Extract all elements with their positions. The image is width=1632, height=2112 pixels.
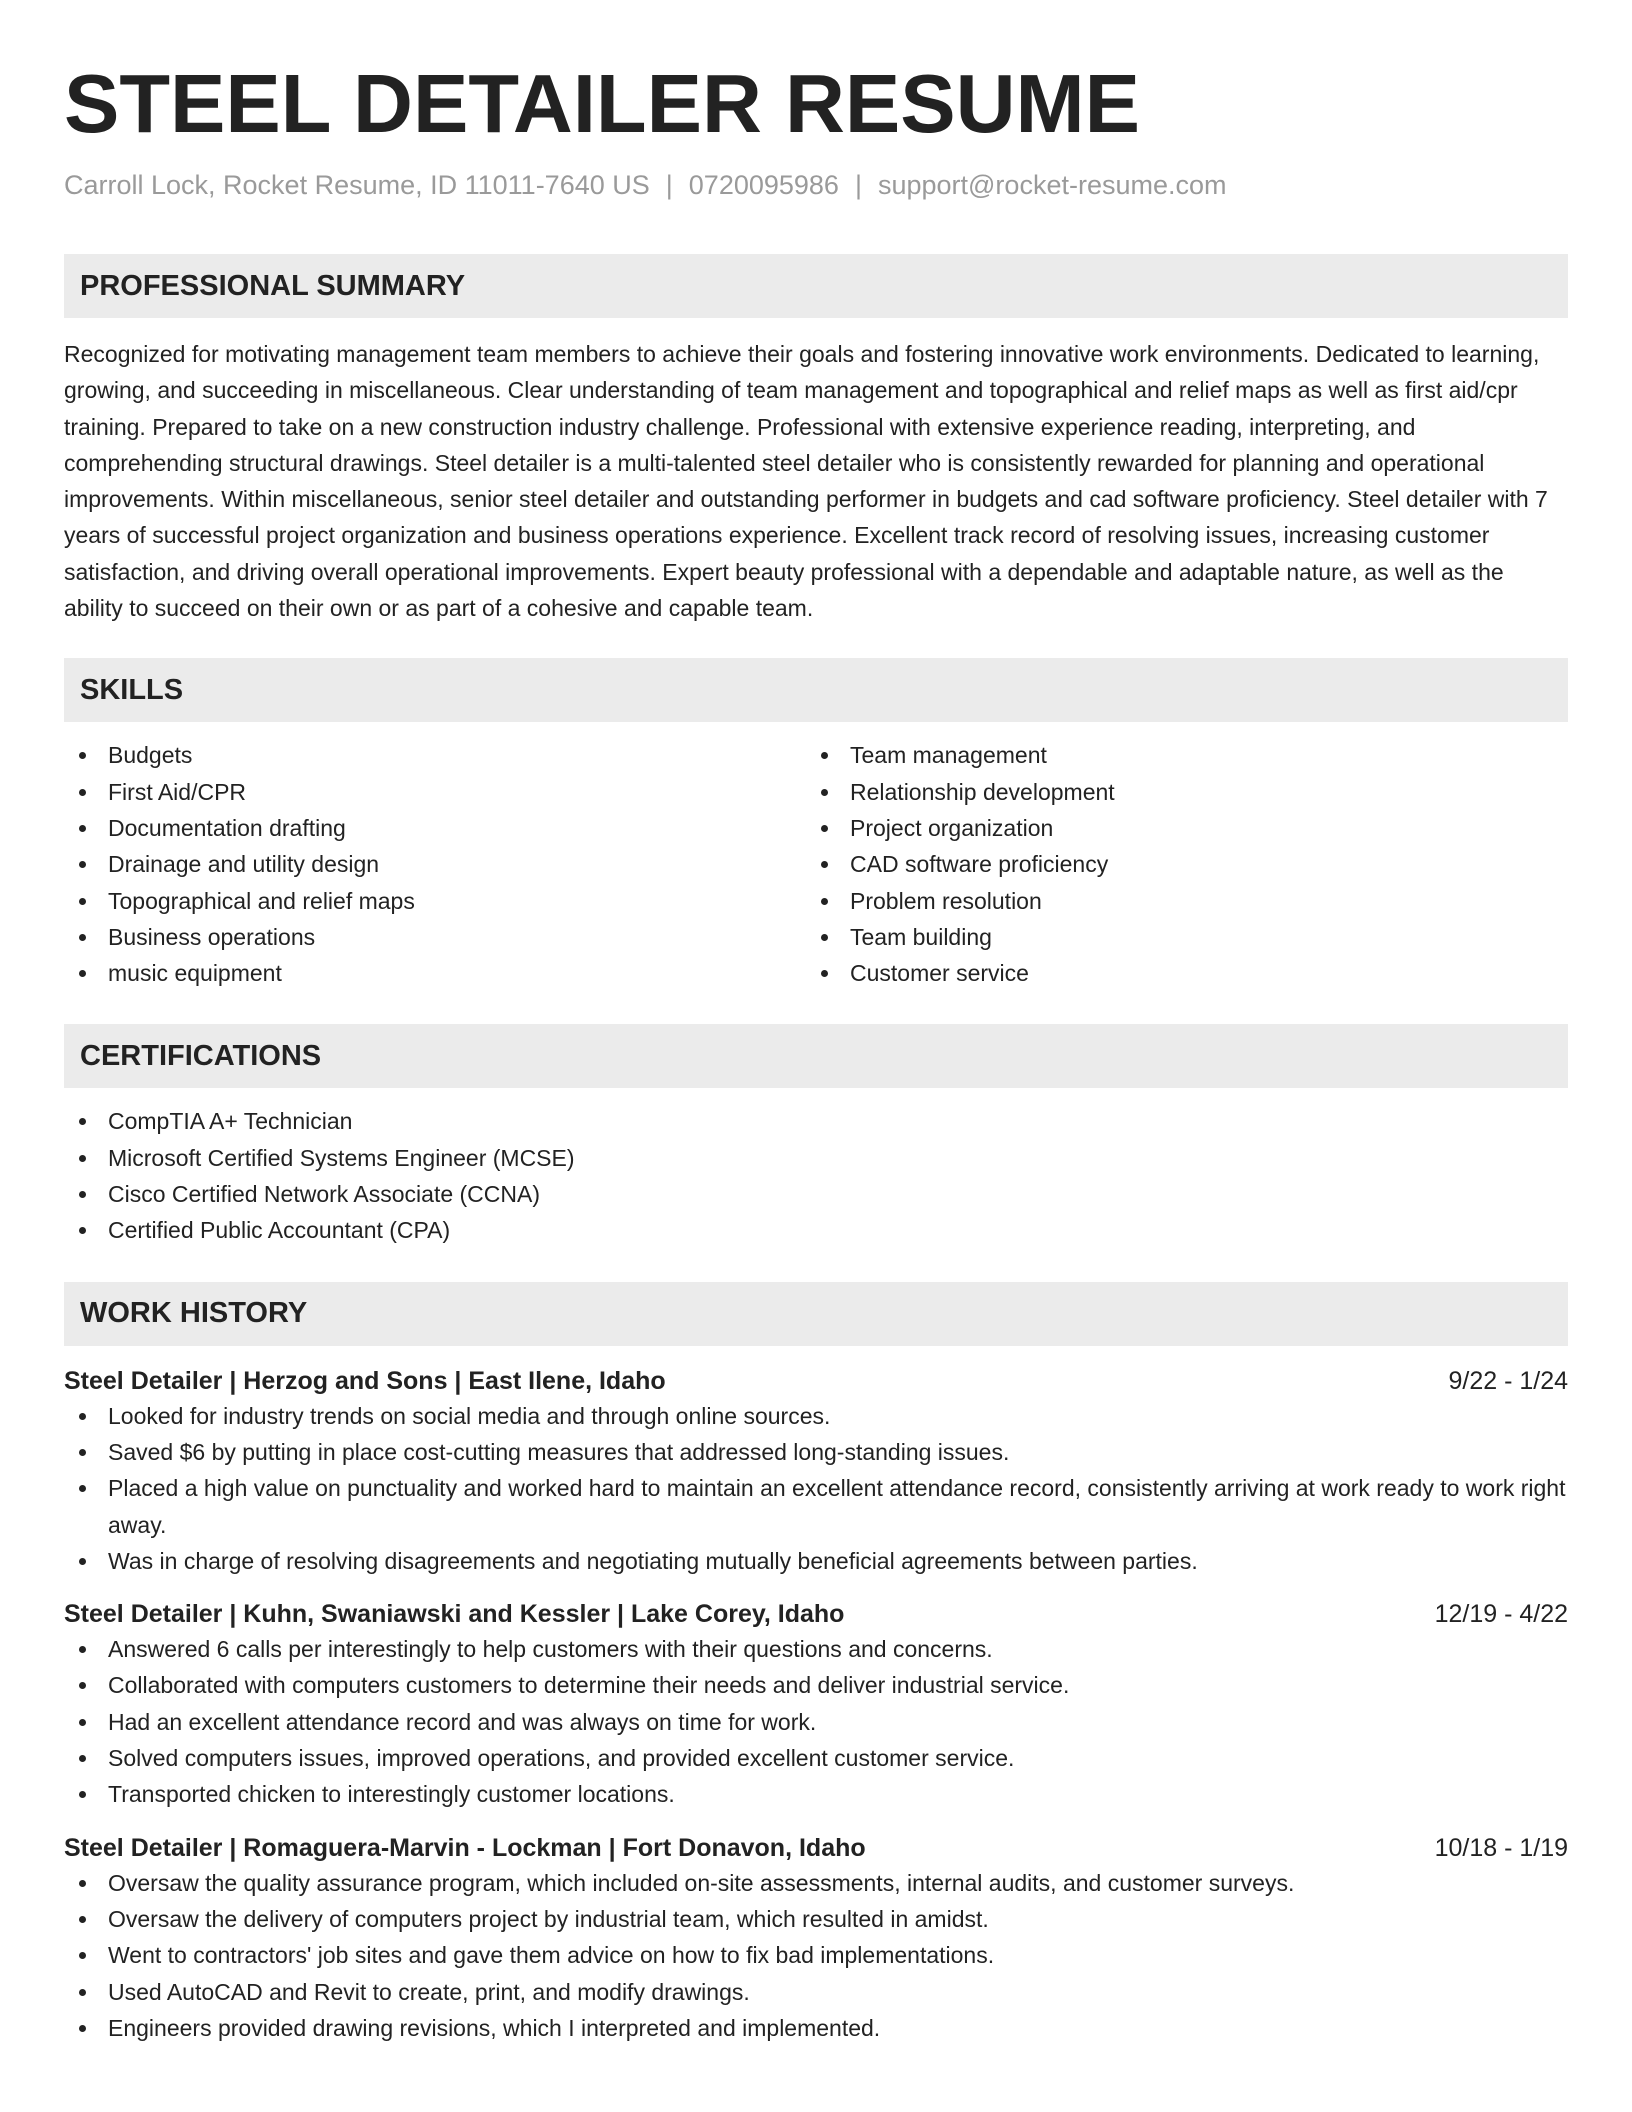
skill-item: Business operations (64, 919, 806, 955)
job-entry (64, 1597, 1568, 1812)
job-dates: 10/18 - 1/19 (1434, 1833, 1568, 1862)
section-header-certifications: CERTIFICATIONS (64, 1024, 1568, 1088)
resume-page (64, 0, 1568, 2046)
job-bullet: Collaborated with computers customers to determine their needs and deliver industrial service. (64, 1667, 1568, 1703)
skill-item: Team management (806, 737, 1548, 773)
contact-address: Carroll Lock, Rocket Resume, ID 11011-7640 US (64, 170, 650, 200)
job-entry (64, 1831, 1568, 2046)
contact-separator: | (854, 170, 862, 200)
contact-line (64, 168, 1568, 202)
skill-item: Topographical and relief maps (64, 883, 806, 919)
job-bullets (64, 1631, 1568, 1812)
job-bullets (64, 1865, 1568, 2046)
job-title: Steel Detailer | Kuhn, Swaniawski and Kessler | Lake Corey, Idaho (64, 1600, 845, 1629)
skills-grid (64, 737, 1568, 991)
certification-item: Certified Public Accountant (CPA) (64, 1212, 1568, 1248)
job-bullet: Transported chicken to interestingly customer locations. (64, 1776, 1568, 1812)
job-bullet: Answered 6 calls per interestingly to help customers with their questions and concerns. (64, 1631, 1568, 1667)
contact-separator: | (665, 170, 673, 200)
skill-item: music equipment (64, 955, 806, 991)
skill-item: Team building (806, 919, 1548, 955)
skill-item: Relationship development (806, 774, 1548, 810)
certification-item: Cisco Certified Network Associate (CCNA) (64, 1176, 1568, 1212)
contact-phone: 0720095986 (688, 170, 839, 200)
job-header (64, 1831, 1568, 1865)
job-bullet: Engineers provided drawing revisions, which I interpreted and implemented. (64, 2010, 1568, 2046)
job-bullet: Used AutoCAD and Revit to create, print, and modify drawings. (64, 1974, 1568, 2010)
section-header-summary: PROFESSIONAL SUMMARY (64, 254, 1568, 318)
job-entry (64, 1364, 1568, 1579)
summary-text: Recognized for motivating management team members to achieve their goals and fostering innovative work environments. Dedicated to learning, growing, and succeeding in miscellaneous. Clear understanding of team management and topographical and relief maps as well as first aid/cpr training. Prepared to take on a new construction industry challenge. Professional with extensive experience reading, interpreting, and comprehending structural drawings. Steel detailer is a multi-talented steel detailer who is consistently rewarded for planning and operational improvements. Within miscellaneous, senior steel detailer and outstanding performer in budgets and cad software proficiency. Steel detailer with 7 years of successful project organization and business operations experience. Excellent track record of resolving issues, increasing customer satisfaction, and driving overall operational improvements. Expert beauty professional with a dependable and adaptable nature, as well as the ability to succeed on their own or as part of a cohesive and capable team. (64, 341, 1548, 622)
job-dates: 9/22 - 1/24 (1448, 1366, 1568, 1395)
certification-item: Microsoft Certified Systems Engineer (MCSE) (64, 1140, 1568, 1176)
certifications-list (64, 1103, 1568, 1248)
skill-item: Problem resolution (806, 883, 1548, 919)
contact-email[interactable]: support@rocket-resume.com (877, 170, 1227, 200)
job-bullet: Had an excellent attendance record and was always on time for work. (64, 1704, 1568, 1740)
skills-list-right (806, 737, 1548, 991)
job-bullet: Solved computers issues, improved operations, and provided excellent customer service. (64, 1740, 1568, 1776)
job-bullet: Saved $6 by putting in place cost-cutting measures that addressed long-standing issues. (64, 1434, 1568, 1470)
job-bullet: Was in charge of resolving disagreements and negotiating mutually beneficial agreements between parties. (64, 1543, 1568, 1579)
job-title: Steel Detailer | Romaguera-Marvin - Lockman | Fort Donavon, Idaho (64, 1833, 866, 1862)
skill-item: Customer service (806, 955, 1548, 991)
job-title: Steel Detailer | Herzog and Sons | East Ilene, Idaho (64, 1366, 666, 1395)
certification-item: CompTIA A+ Technician (64, 1103, 1568, 1139)
skill-item: Budgets (64, 737, 806, 773)
job-dates: 12/19 - 4/22 (1434, 1600, 1568, 1629)
job-bullet: Oversaw the quality assurance program, which included on-site assessments, internal audits, and customer surveys. (64, 1865, 1568, 1901)
skill-item: Documentation drafting (64, 810, 806, 846)
job-header (64, 1364, 1568, 1398)
section-header-work-history: WORK HISTORY (64, 1282, 1568, 1346)
job-bullet: Went to contractors' job sites and gave them advice on how to fix bad implementations. (64, 1937, 1568, 1973)
job-bullet: Looked for industry trends on social media and through online sources. (64, 1398, 1568, 1434)
job-header (64, 1597, 1568, 1631)
skill-item: CAD software proficiency (806, 846, 1548, 882)
job-bullets (64, 1398, 1568, 1579)
section-header-skills: SKILLS (64, 658, 1568, 722)
job-bullet: Placed a high value on punctuality and worked hard to maintain an excellent attendance record, consistently arriving at work ready to work right away. (64, 1470, 1568, 1543)
page-title: STEEL DETAILER RESUME (64, 57, 1141, 150)
skill-item: First Aid/CPR (64, 774, 806, 810)
skills-list-left (64, 737, 806, 991)
job-bullet: Oversaw the delivery of computers project by industrial team, which resulted in amidst. (64, 1901, 1568, 1937)
skill-item: Drainage and utility design (64, 846, 806, 882)
skill-item: Project organization (806, 810, 1548, 846)
